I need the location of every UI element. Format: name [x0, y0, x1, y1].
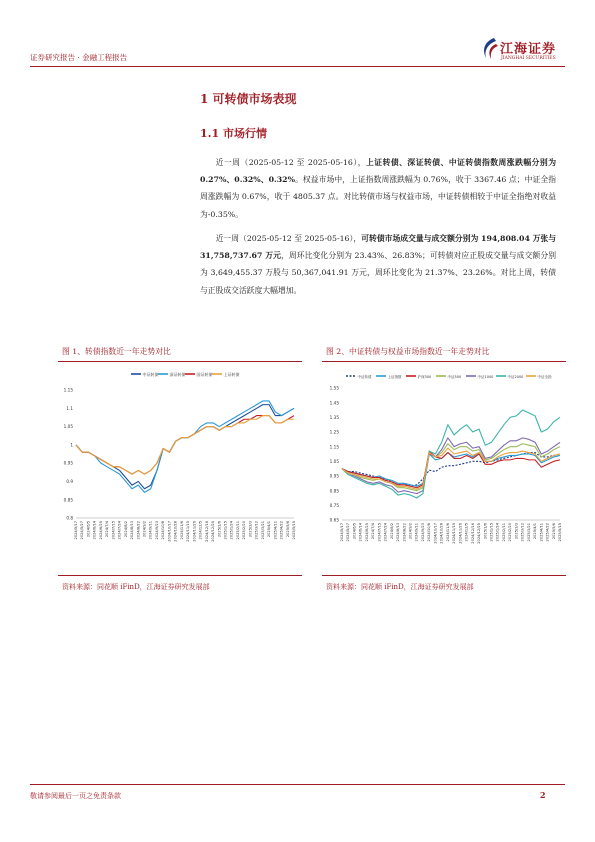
x-tick-label: 2024/5/27 — [80, 521, 85, 540]
x-tick-label: 2024/6/14 — [92, 521, 97, 540]
x-tick-label: 2024/8/13 — [396, 523, 401, 542]
legend-label: 中证转债 — [357, 375, 372, 379]
x-tick-label: 2024/12/16 — [470, 523, 475, 544]
y-tick-label: 1.1 — [66, 405, 73, 411]
x-tick-label: 2025/4/1 — [267, 521, 272, 538]
legend-item — [526, 374, 552, 379]
figure1-top-rule — [58, 361, 302, 362]
legend-label: 中证1000 — [477, 375, 494, 379]
y-tick-label: 1.15 — [63, 387, 73, 393]
x-tick-label: 2024/7/4 — [105, 521, 110, 538]
x-axis — [340, 522, 562, 543]
y-tick-label: 0.95 — [329, 473, 339, 479]
x-tick-label: 2024/12/5 — [198, 521, 203, 540]
x-tick-label: 2024/9/11 — [414, 523, 419, 542]
subsection-heading: 1.1 市场行情 — [200, 127, 267, 140]
x-tick-label: 2024/6/5 — [86, 521, 91, 538]
legend-label: 中证转债 — [142, 372, 159, 377]
series-line — [342, 451, 560, 488]
x-tick-label: 2024/11/15 — [186, 521, 191, 542]
x-tick-label: 2024/9/2 — [408, 523, 413, 540]
x-tick-label: 2025/5/6 — [551, 523, 556, 540]
legend-label: 沪深300 — [417, 375, 432, 379]
y-tick-label: 0.85 — [63, 497, 73, 503]
x-tick-label: 2024/9/2 — [142, 521, 147, 538]
page-number: 2 — [540, 790, 546, 800]
series-line — [76, 405, 294, 489]
x-tick-label: 2025/5/6 — [285, 521, 290, 538]
x-axis — [74, 520, 296, 541]
footer-divider — [30, 784, 565, 785]
legend-item — [436, 374, 461, 379]
section-heading: 1 可转债市场表现 — [200, 92, 297, 106]
figure1-source: 资料来源：同花顺 iFinD，江海证券研究发展部 — [62, 583, 210, 591]
x-tick-label: 2025/1/6 — [217, 521, 222, 538]
x-tick-label: 2024/8/2 — [389, 523, 394, 540]
x-tick-label: 2025/3/3 — [248, 521, 253, 538]
x-tick-label: 2024/7/15 — [377, 523, 382, 542]
legend-item — [131, 371, 159, 377]
x-tick-label: 2024/9/23 — [420, 523, 425, 542]
x-tick-label: 2024/5/17 — [340, 523, 344, 542]
legend-label: 上证转债 — [223, 372, 240, 377]
x-tick-label: 2025/1/15 — [489, 523, 494, 542]
y-axis — [330, 386, 340, 523]
x-tick-label: 2025/4/11 — [273, 521, 278, 540]
x-tick-label: 2024/11/15 — [452, 523, 457, 544]
legend-label: 中证500 — [447, 375, 462, 379]
x-tick-label: 2025/3/12 — [520, 523, 525, 542]
x-tick-label: 2024/6/5 — [352, 523, 357, 540]
legend-item — [212, 371, 240, 377]
y-tick-label: 1.55 — [329, 385, 339, 391]
legend-item — [406, 374, 431, 379]
legend-label: 中证2000 — [507, 375, 524, 379]
legend-item — [466, 374, 493, 379]
x-tick-label: 2024/12/5 — [464, 523, 469, 542]
y-tick-label: 1.35 — [329, 414, 339, 420]
legend-item — [346, 374, 372, 379]
logo-text: 江海证券 — [500, 42, 557, 57]
x-tick-label: 2024/6/14 — [358, 523, 363, 542]
x-tick-label: 2024/11/6 — [179, 521, 184, 540]
figure1-title: 图 1、转债指数近一年走势对比 — [62, 347, 171, 356]
x-tick-label: 2024/5/27 — [346, 523, 351, 542]
figure1-bottom-rule — [58, 575, 302, 576]
x-tick-label: 2025/1/24 — [495, 523, 500, 542]
x-tick-label: 2025/1/15 — [223, 521, 228, 540]
x-tick-label: 2024/10/28 — [439, 523, 444, 544]
y-tick-label: 1.25 — [329, 429, 339, 435]
company-logo — [480, 36, 570, 66]
header-divider — [30, 66, 565, 67]
x-tick-label: 2025/1/6 — [483, 523, 488, 540]
y-tick-label: 1.05 — [63, 424, 73, 430]
y-tick-label: 1.15 — [329, 444, 339, 450]
series-line — [342, 453, 560, 487]
y-tick-label: 1.45 — [329, 400, 339, 406]
chart-legend — [346, 374, 552, 379]
x-tick-label: 2024/10/28 — [173, 521, 178, 542]
legend-label: 深证转债 — [169, 372, 186, 377]
paragraph-trading-volume: 近一周（2025-05-12 至 2025-05-16），可转债市场成交量与成交额分别为 194,808.04 万张与 31,758,737.67 万元，周环比变化分别为 23.43%、26.83%；可转债对应正股成交量与成交额分别为 3,649,455.37 万股与 50,367,041.91 万元，周环比变化为 21.37%、23.26%。对比上周，转债与正股成交活跃度大幅增加。 — [200, 234, 557, 295]
x-tick-label: 2025/2/11 — [501, 523, 506, 542]
figure2-chart — [322, 364, 566, 570]
series-line — [76, 401, 294, 492]
x-tick-label: 2024/8/22 — [402, 523, 407, 542]
logo-mark-icon — [480, 36, 500, 62]
series-line — [76, 416, 294, 475]
x-tick-label: 2025/4/11 — [539, 523, 544, 542]
y-tick-label: 0.95 — [63, 460, 73, 466]
x-tick-label: 2024/12/25 — [477, 523, 482, 544]
y-tick-label: 0.9 — [66, 479, 73, 485]
y-tick-label: 1 — [70, 442, 73, 448]
figure2-source: 资料来源：同花顺 iFinD，江海证券研究发展部 — [326, 583, 474, 591]
legend-label: 中证全指 — [537, 375, 552, 379]
x-tick-label: 2024/10/8 — [161, 521, 166, 540]
x-tick-label: 2024/6/25 — [364, 523, 369, 542]
x-tick-label: 2024/12/25 — [211, 521, 216, 542]
x-tick-label: 2024/10/8 — [427, 523, 432, 542]
x-tick-label: 2024/7/4 — [371, 523, 376, 540]
legend-item — [185, 371, 213, 377]
x-tick-label: 2024/11/6 — [445, 523, 450, 542]
x-tick-label: 2024/12/16 — [204, 521, 209, 542]
x-tick-label: 2024/7/24 — [117, 521, 122, 540]
x-tick-label: 2025/4/22 — [279, 521, 284, 540]
x-tick-label: 2025/4/1 — [533, 523, 538, 540]
legend-label: 国证转债 — [196, 372, 213, 377]
report-category: 证券研究报告 · 金融工程报告 — [30, 53, 128, 62]
x-tick-label: 2025/3/21 — [260, 521, 265, 540]
x-tick-label: 2025/3/3 — [514, 523, 519, 540]
legend-label: 上证指数 — [387, 375, 402, 379]
x-tick-label: 2025/5/15 — [292, 521, 296, 540]
x-tick-label: 2024/9/23 — [154, 521, 159, 540]
x-tick-label: 2025/2/20 — [508, 523, 513, 542]
x-tick-label: 2025/4/22 — [545, 523, 550, 542]
y-tick-label: 0.85 — [329, 488, 339, 494]
x-tick-label: 2024/10/17 — [433, 523, 438, 544]
disclaimer-note: 敬请参阅最后一页之免责条款 — [30, 792, 121, 800]
x-tick-label: 2024/7/24 — [383, 523, 388, 542]
figure2-bottom-rule — [322, 575, 566, 576]
series-line — [342, 453, 560, 487]
y-tick-label: 0.65 — [329, 517, 339, 523]
x-tick-label: 2024/5/17 — [74, 521, 78, 540]
x-tick-label: 2024/9/11 — [148, 521, 153, 540]
y-tick-label: 1.05 — [329, 458, 339, 464]
x-tick-label: 2025/2/11 — [235, 521, 240, 540]
logo-subtext: JIANGHAI SECURITIES — [501, 56, 556, 61]
figure2-title: 图 2、中证转债与权益市场指数近一年走势对比 — [326, 347, 490, 356]
x-tick-label: 2025/3/21 — [526, 523, 531, 542]
x-tick-label: 2025/3/12 — [254, 521, 259, 540]
paragraph-market-performance: 近一周（2025-05-12 至 2025-05-16），上证转债、深证转债、中证转债指数周涨跌幅分别为 0.27%、0.32%、0.32%。权益市场中，上证指数周涨跌幅为 0.76%，收于 3367.46 点；中证全指周涨跌幅为 0.67%，收于 4805.37 点。对比转债市场与权益市场，中证转债相较于中证全指绝对收益为-0.35%。 — [200, 158, 557, 219]
x-tick-label: 2024/6/25 — [98, 521, 103, 540]
x-tick-label: 2024/8/13 — [130, 521, 135, 540]
series-line — [76, 416, 294, 475]
x-tick-label: 2024/11/26 — [192, 521, 197, 542]
x-tick-label: 2024/11/26 — [458, 523, 463, 544]
legend-item — [158, 371, 186, 377]
figure2-top-rule — [322, 361, 566, 362]
x-tick-label: 2024/8/22 — [136, 521, 141, 540]
chart-legend — [131, 371, 240, 377]
figure1-chart — [58, 364, 302, 570]
x-tick-label: 2025/2/20 — [242, 521, 247, 540]
x-tick-label: 2024/8/2 — [123, 521, 128, 538]
y-tick-label: 0.75 — [329, 502, 339, 508]
legend-item — [496, 374, 523, 379]
legend-item — [376, 374, 402, 379]
y-axis — [64, 388, 74, 521]
y-tick-label: 0.8 — [66, 515, 73, 521]
x-tick-label: 2025/5/15 — [558, 523, 562, 542]
x-tick-label: 2025/1/24 — [229, 521, 234, 540]
x-tick-label: 2024/10/17 — [167, 521, 172, 542]
x-tick-label: 2024/7/15 — [111, 521, 116, 540]
